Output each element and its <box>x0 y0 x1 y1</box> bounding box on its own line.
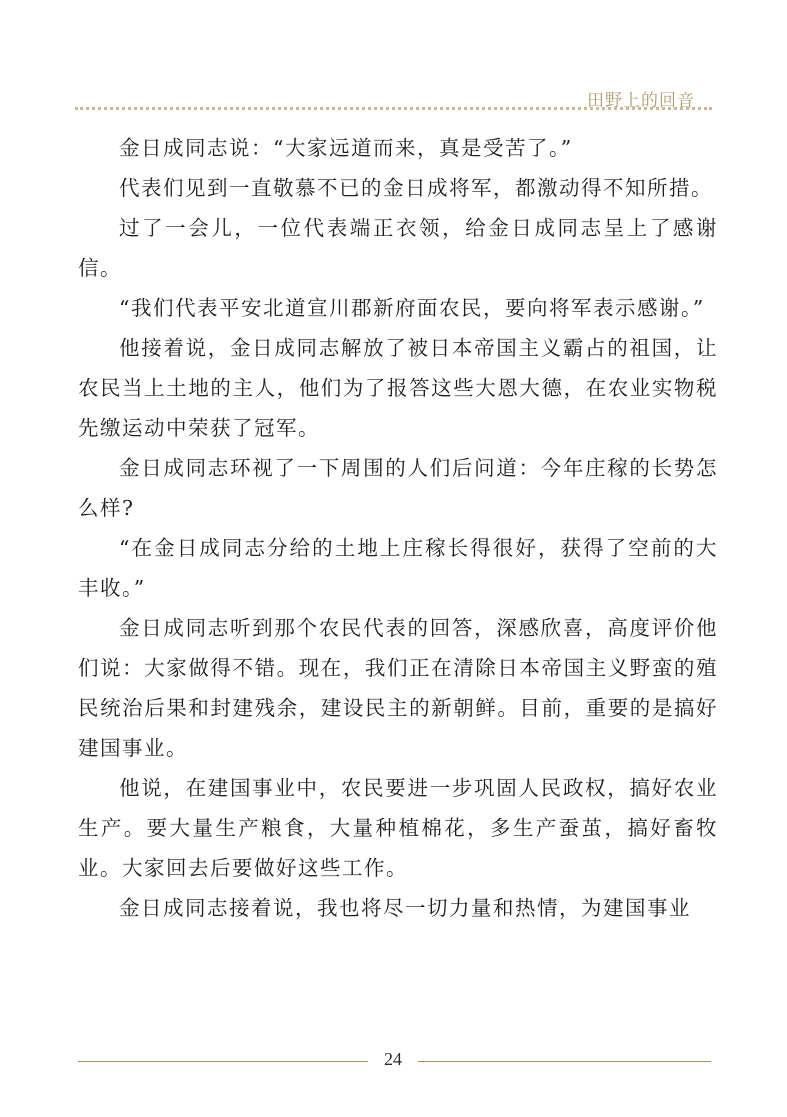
paragraph: “我们代表平安北道宣川郡新府面农民，要向将军表示感谢。” <box>119 296 705 320</box>
paragraph: 过了一会儿，一位代表端正衣领，给金日成同志呈上了感谢信。 <box>78 216 718 280</box>
running-header-title: 田野上的回音 <box>587 91 695 111</box>
paragraph: 金日成同志说：“大家远道而来，真是受苦了。” <box>119 136 573 160</box>
body-text <box>78 128 718 928</box>
paragraph: 代表们见到一直敬慕不已的金日成将军，都激动得不知所措。 <box>119 176 713 200</box>
footer-rule-right <box>418 1061 711 1062</box>
paragraph: 他接着说，金日成同志解放了被日本帝国主义霸占的祖国，让农民当上土地的主人，他们为了报答这些大恩大德，在农业实物税先缴运动中荣获了冠军。 <box>78 336 718 440</box>
footer-rule-left <box>78 1061 368 1062</box>
paragraph: “在金日成同志分给的土地上庄稼长得很好，获得了空前的大丰收。” <box>78 536 718 600</box>
header-dotted-rule <box>75 107 712 110</box>
paragraph: 金日成同志接着说，我也将尽一切力量和热情，为建国事业 <box>119 896 691 920</box>
paragraph: 他说，在建国事业中，农民要进一步巩固人民政权，搞好农业生产。要大量生产粮食，大量种植棉花，多生产蚕茧，搞好畜牧业。大家回去后要做好这些工作。 <box>78 776 718 880</box>
paragraph: 金日成同志听到那个农民代表的回答，深感欣喜，高度评价他们说：大家做得不错。现在，我们正在清除日本帝国主义野蛮的殖民统治后果和封建残余，建设民主的新朝鲜。目前，重要的是搞好建国事业。 <box>78 616 718 760</box>
page-number: 24 <box>384 1049 402 1069</box>
paragraph: 金日成同志环视了一下周围的人们后问道：今年庄稼的长势怎么样? <box>78 456 718 520</box>
